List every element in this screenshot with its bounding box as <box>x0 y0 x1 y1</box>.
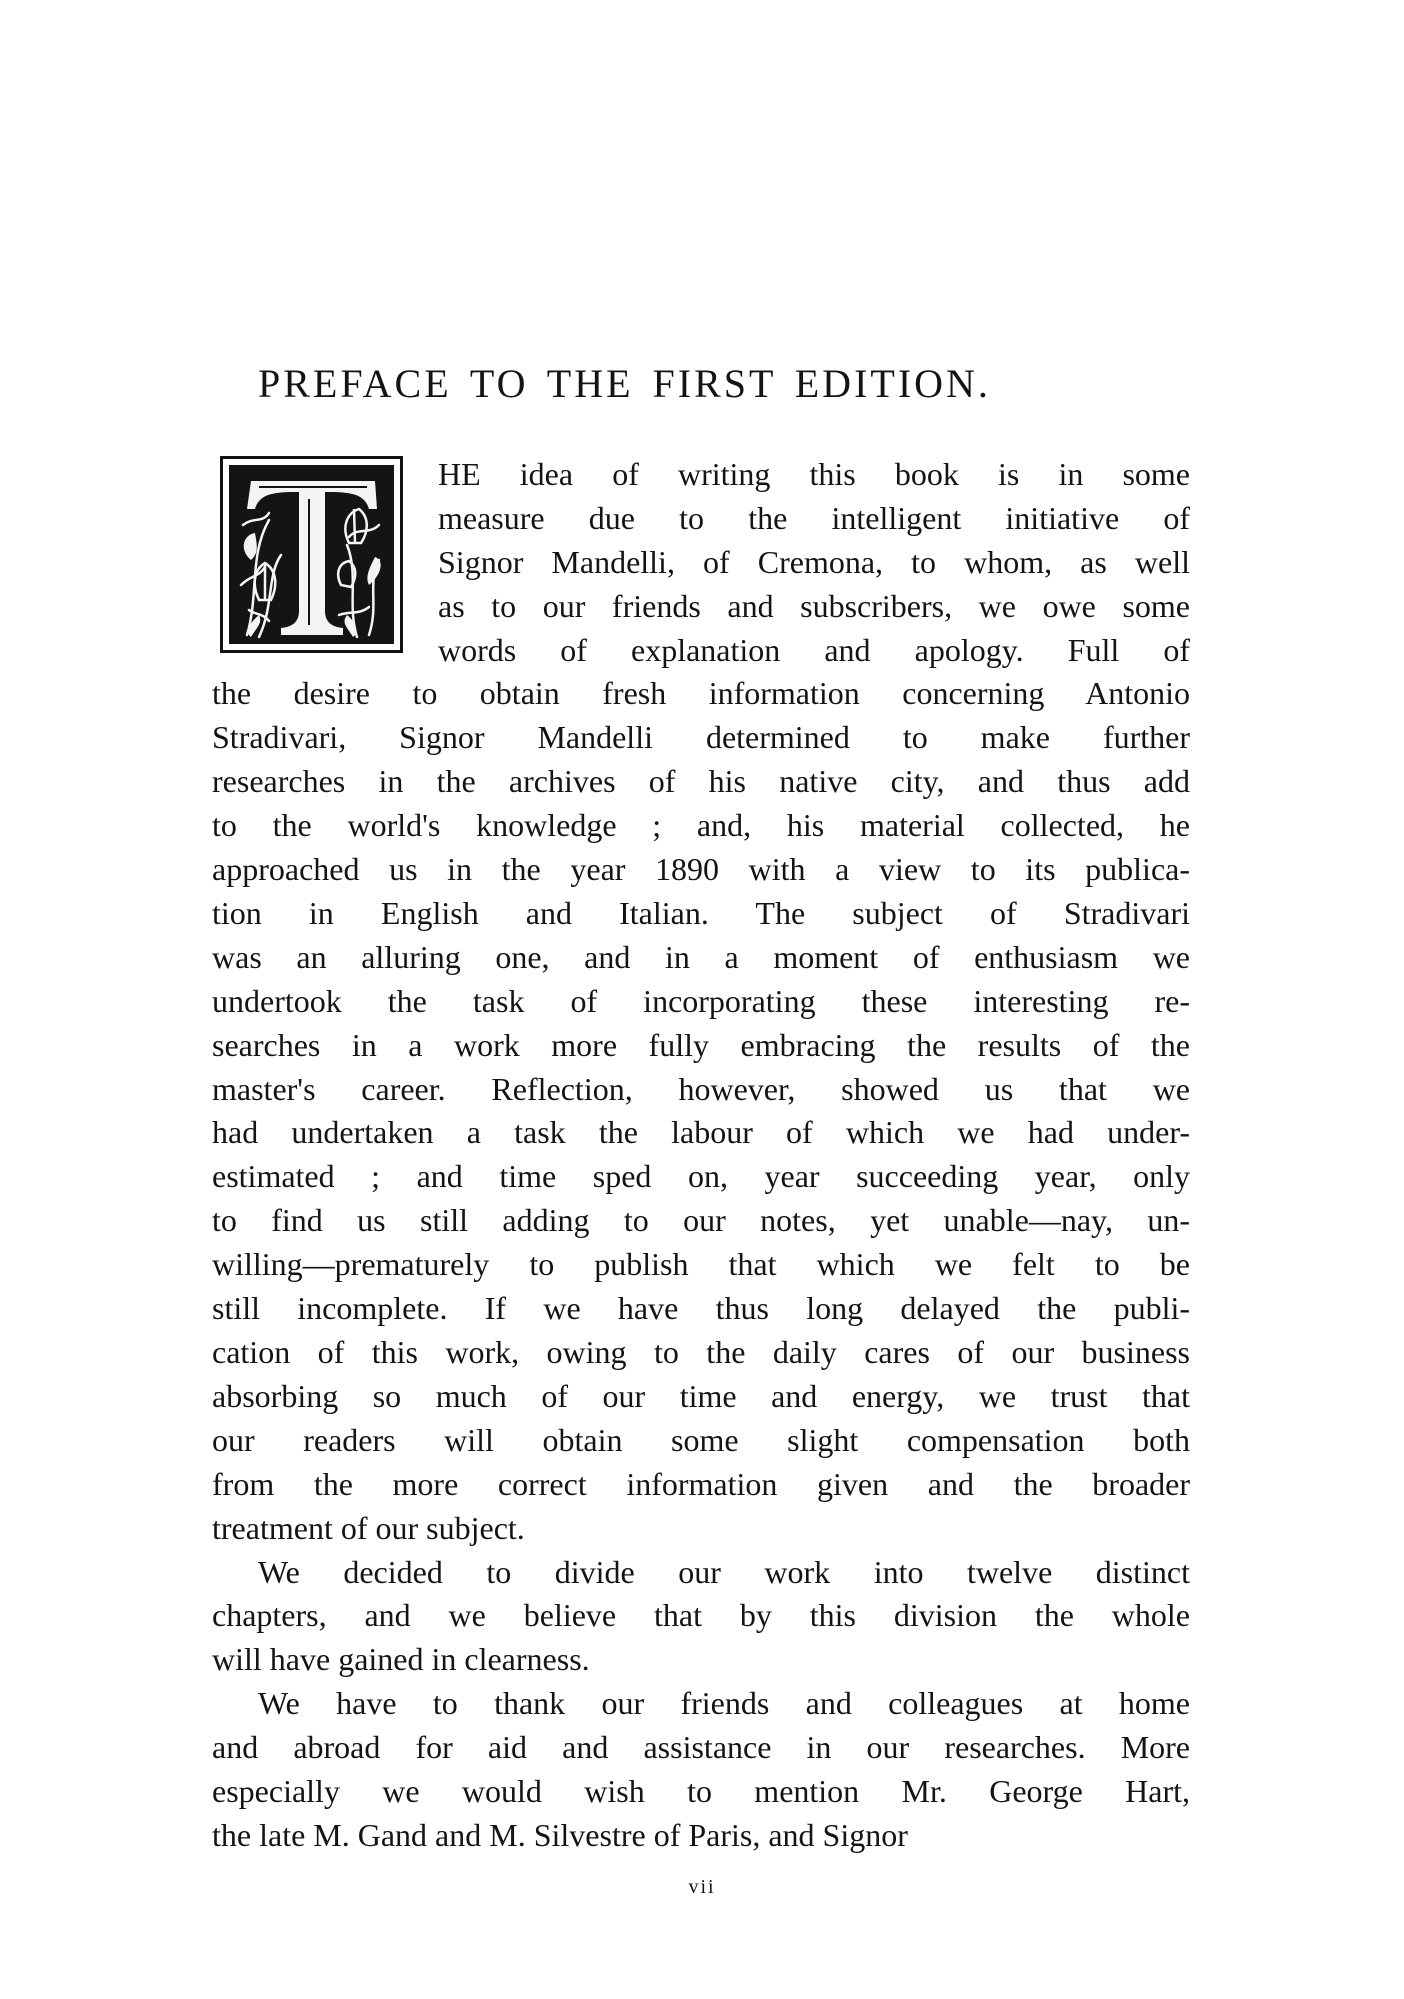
text-line: treatment of our subject. <box>212 1510 525 1546</box>
text-line: will have gained in clearness. <box>212 1641 590 1677</box>
text-line: measure due to the intelligent initiative of <box>438 500 1190 536</box>
text-line: especially we would wish to mention Mr. George Hart, <box>212 1773 1190 1809</box>
text-line: We have to thank our friends and colleagues at home <box>258 1685 1190 1721</box>
text-line: cation of this work, owing to the daily cares of our business <box>212 1334 1190 1370</box>
text-line: our readers will obtain some slight compensation both <box>212 1422 1190 1458</box>
page-title: PREFACE TO THE FIRST EDITION. <box>258 361 991 406</box>
text-line: had undertaken a task the labour of which we had under- <box>212 1114 1190 1150</box>
text-line: to the world's knowledge ; and, his material collected, he <box>212 807 1190 843</box>
text-line: approached us in the year 1890 with a view to its publica- <box>212 851 1190 887</box>
text-line: Signor Mandelli, of Cremona, to whom, as well <box>438 544 1190 580</box>
drop-cap-letter <box>223 459 224 460</box>
text-line: master's career. Reflection, however, showed us that we <box>212 1071 1190 1107</box>
text-line: HE idea of writing this book is in some <box>438 456 1190 492</box>
text-line: tion in English and Italian. The subject of Stradivari <box>212 895 1190 931</box>
text-line: and abroad for aid and assistance in our researches. More <box>212 1729 1190 1765</box>
text-line: chapters, and we believe that by this division the whole <box>212 1597 1190 1633</box>
text-line: was an alluring one, and in a moment of enthusiasm we <box>212 939 1190 975</box>
text-line: absorbing so much of our time and energy, we trust that <box>212 1378 1190 1414</box>
text-line: the late M. Gand and M. Silvestre of Paris, and Signor <box>212 1817 908 1853</box>
decorated-initial <box>220 456 403 653</box>
page-number: vii <box>688 1876 716 1898</box>
text-line: Stradivari, Signor Mandelli determined to make further <box>212 719 1190 755</box>
text-line: to find us still adding to our notes, yet unable—nay, un- <box>212 1202 1190 1238</box>
text-line: the desire to obtain fresh information concerning Antonio <box>212 675 1190 711</box>
text-line: We decided to divide our work into twelve distinct <box>258 1554 1190 1590</box>
text-line: researches in the archives of his native city, and thus add <box>212 763 1190 799</box>
text-line: willing—prematurely to publish that which we felt to be <box>212 1246 1190 1282</box>
floral-initial-t-icon <box>229 465 394 644</box>
text-line: words of explanation and apology. Full of <box>438 632 1190 668</box>
text-line: searches in a work more fully embracing the results of the <box>212 1027 1190 1063</box>
text-line: undertook the task of incorporating these interesting re- <box>212 983 1190 1019</box>
text-line: estimated ; and time sped on, year succeeding year, only <box>212 1158 1190 1194</box>
text-line: from the more correct information given and the broader <box>212 1466 1190 1502</box>
text-line: still incomplete. If we have thus long delayed the publi- <box>212 1290 1190 1326</box>
text-line: as to our friends and subscribers, we owe some <box>438 588 1190 624</box>
